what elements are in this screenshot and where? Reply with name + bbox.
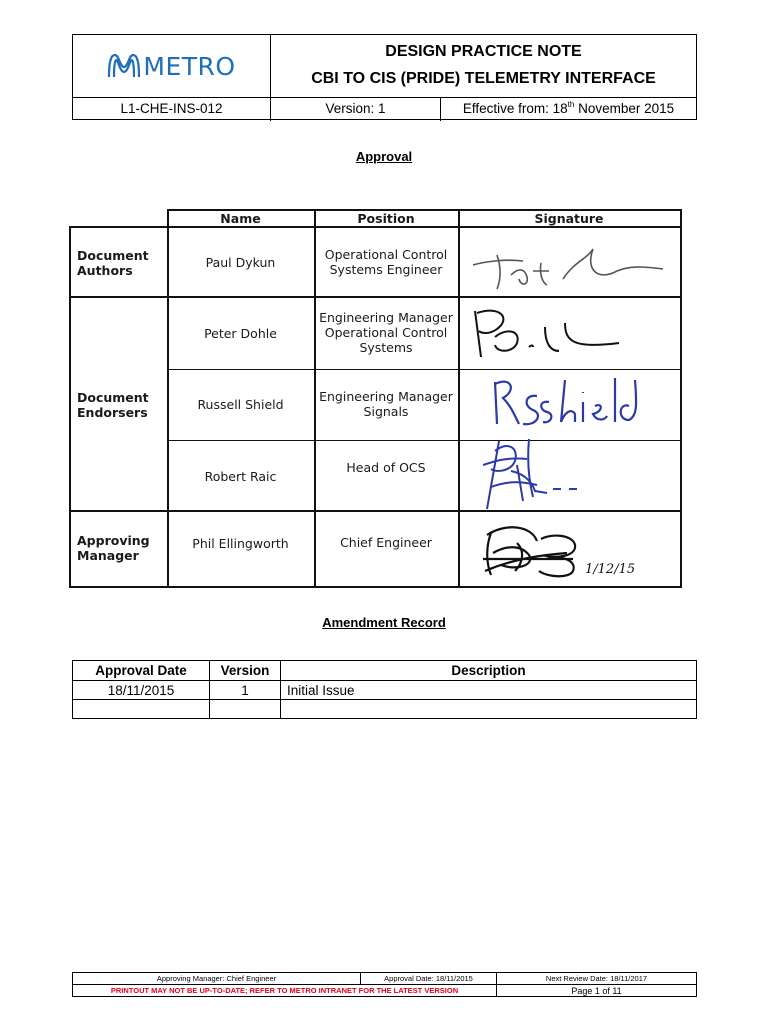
group-endorsers-line1: Document <box>77 390 149 405</box>
approver-position: Head of OCS <box>346 460 426 475</box>
header-meta-row <box>73 97 696 120</box>
amendment-heading: Amendment Record <box>322 615 446 630</box>
logo-wordmark: METRO <box>143 51 236 81</box>
document-header <box>72 34 697 120</box>
table-row <box>73 681 697 700</box>
approver-position <box>314 389 458 419</box>
group-authors <box>77 248 149 278</box>
col-version: Version <box>210 661 281 681</box>
position-line: Engineering Manager <box>319 389 453 404</box>
document-title: CBI TO CIS (PRIDE) TELEMETRY INTERFACE <box>311 70 656 87</box>
title-block <box>271 35 696 97</box>
position-line: Operational Control <box>324 247 448 262</box>
amendment-date <box>73 700 210 719</box>
amendment-header-row <box>73 661 697 681</box>
approver-name: Russell Shield <box>197 397 284 412</box>
amendment-version <box>210 700 281 719</box>
approver-name: Peter Dohle <box>204 326 277 341</box>
amendment-table <box>72 660 697 719</box>
footer-warning: PRINTOUT MAY NOT BE UP-TO-DATE; REFER TO METRO INTRANET FOR THE LATEST VERSION <box>73 985 497 997</box>
signature-date: 1/12/15 <box>585 562 636 577</box>
position-line: Signals <box>363 404 409 419</box>
group-manager <box>77 533 150 563</box>
effective-date-ordinal: th <box>567 100 575 109</box>
footer-next-review: Next Review Date: 18/11/2017 <box>497 973 697 985</box>
effective-date-prefix: Effective from: 18 <box>462 101 568 116</box>
position-line: Engineering Manager <box>319 310 453 325</box>
footer-page-number: Page 1 of 11 <box>497 985 697 997</box>
position-line: Operational Control <box>324 325 448 340</box>
approver-position <box>314 310 458 355</box>
col-description: Description <box>281 661 697 681</box>
amendment-version: 1 <box>210 681 281 700</box>
amendment-description <box>281 700 697 719</box>
approval-heading: Approval <box>355 149 413 164</box>
effective-date <box>441 98 696 121</box>
position-line: Systems <box>359 340 413 355</box>
document-type-title: DESIGN PRACTICE NOTE <box>385 43 582 60</box>
group-authors-line2: Authors <box>77 263 133 278</box>
metro-logo <box>73 35 271 97</box>
document-number: L1-CHE-INS-012 <box>73 98 271 121</box>
col-approval-date: Approval Date <box>73 661 210 681</box>
signature-russell-shield <box>479 372 679 438</box>
approver-name: Robert Raic <box>204 469 277 484</box>
signature-robert-raic <box>477 431 637 515</box>
group-manager-line2: Manager <box>77 548 139 563</box>
page-footer <box>72 972 697 997</box>
col-position-header: Position <box>357 211 415 226</box>
approver-name: Paul Dykun <box>205 255 276 270</box>
group-endorsers-line2: Endorsers <box>77 405 148 420</box>
approver-position: Chief Engineer <box>340 535 432 550</box>
metro-m-icon <box>107 53 141 79</box>
effective-date-suffix: November 2015 <box>574 101 675 116</box>
approver-name: Phil Ellingworth <box>192 536 289 551</box>
signature-paul-dykun <box>467 231 667 293</box>
document-version: Version: 1 <box>271 98 441 121</box>
group-endorsers <box>77 390 149 420</box>
position-line: Systems Engineer <box>329 262 443 277</box>
approver-position <box>314 247 458 277</box>
group-manager-line1: Approving <box>77 533 150 548</box>
table-row <box>73 700 697 719</box>
amendment-description: Initial Issue <box>281 681 697 700</box>
col-name-header: Name <box>220 211 261 226</box>
footer-approval-date: Approval Date: 18/11/2015 <box>361 973 497 985</box>
signature-peter-dohle <box>467 301 627 363</box>
signature-phil-ellingworth <box>477 515 677 585</box>
footer-approving-manager: Approving Manager: Chief Engineer <box>73 973 361 985</box>
amendment-date: 18/11/2015 <box>73 681 210 700</box>
col-signature-header: Signature <box>534 211 604 226</box>
approval-table <box>69 209 682 588</box>
group-authors-line1: Document <box>77 248 149 263</box>
